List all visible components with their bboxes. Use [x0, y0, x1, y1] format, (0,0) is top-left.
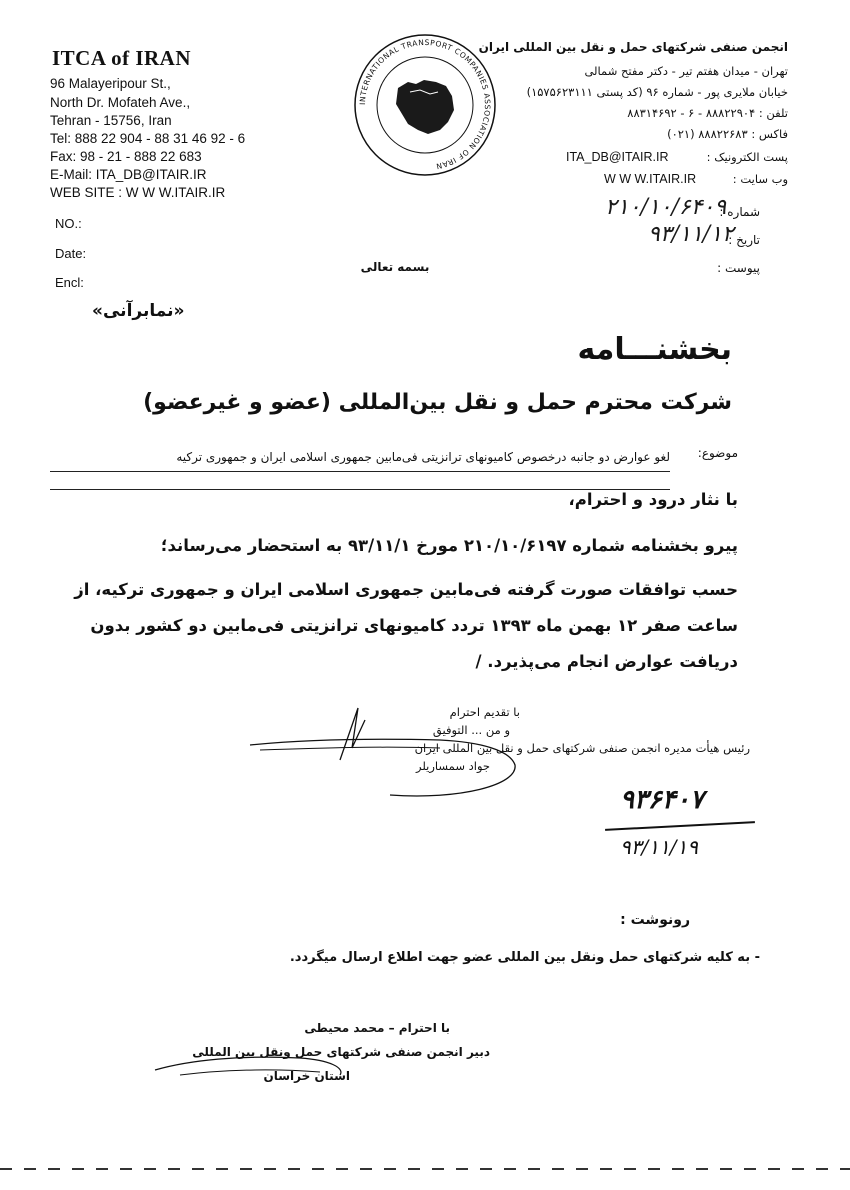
- cc-text: - به کلیه شرکتهای حمل ونقل بین المللی عضو جهت اطلاع ارسال میگردد.: [289, 950, 760, 965]
- encl-label-fa: پیوست :: [717, 261, 760, 275]
- phone-fa: تلفن : ۸۸۸۲۲۹۰۴ - ۶ - ۸۸۳۱۴۶۹۲: [627, 106, 788, 120]
- date-label-fa: تاریخ :: [728, 233, 760, 247]
- letter-date: ۹۳/۱۱/۱۲: [648, 222, 734, 247]
- letter-number: ۲۱۰/۱۰/۶۴۰۹: [605, 195, 727, 220]
- encl-label: Encl:: [55, 275, 84, 290]
- subject-line: [50, 474, 670, 490]
- greeting: با نثار درود و احترام،: [568, 490, 738, 509]
- closing-line: با احترام – محمد محیطی: [304, 1021, 450, 1035]
- phone-en: Tel: 888 22 904 - 88 31 46 92 - 6: [50, 131, 246, 146]
- signatory-name: جواد سمساریلر: [416, 759, 490, 773]
- body-line: پیرو بخشنامه شماره ۲۱۰/۱۰/۶۱۹۷ مورخ ۹۳/۱۱/۱ به استحضار می‌رساند؛: [160, 536, 738, 555]
- signature-block: [140, 703, 750, 775]
- seal-ring-text: INTERNATIONAL TRANSPORT COMPANIES ASSOCIATION OF IRAN: [357, 37, 493, 172]
- fax-fa: فاکس : ۸۸۸۲۲۶۸۳ (۰۲۱): [667, 127, 788, 141]
- org-name-en: ITCA of IRAN: [52, 46, 192, 70]
- address-line-en: North Dr. Mofateh Ave.,: [50, 95, 191, 110]
- closing-title: دبیر انجمن صنفی شرکتهای حمل ونقل بین المللی: [192, 1045, 490, 1059]
- fax-note: «نمابرآنی»: [92, 301, 185, 321]
- email-en: E-Mail: ITA_DB@ITAIR.IR: [50, 167, 207, 182]
- website-fa: W W W.ITAIR.IR: [604, 172, 697, 186]
- document-title: بخشنـــامه: [577, 332, 732, 367]
- signature-title: رئیس هیأت مدیره انجمن صنفی شرکتهای حمل و نقل بین المللی ایران: [414, 741, 750, 755]
- closing-block: [170, 1016, 490, 1088]
- org-name-fa: انجمن صنفی شرکتهای حمل و نقل بین المللی ایران: [478, 40, 788, 54]
- website-label-fa: وب سایت :: [732, 172, 788, 186]
- email-fa: ITA_DB@ITAIR.IR: [566, 150, 669, 164]
- subject-line: لغو عوارض دو جانبه درخصوص کامیونهای ترانزیتی فی‌مابین جمهوری اسلامی ایران و جمهوری ترکیه: [50, 444, 670, 472]
- signature-line: با تقدیم احترام: [449, 705, 520, 719]
- date-label: Date:: [55, 246, 87, 261]
- body-line: ساعت صفر ۱۲ بهمن ماه ۱۳۹۳ تردد کامیونهای ترانزیتی فی‌مابین دو کشور بدون: [90, 616, 738, 635]
- signature-line: و من ... التوفیق: [432, 723, 510, 737]
- basmala: بسمه تعالی: [360, 260, 430, 274]
- subject-text: [50, 444, 670, 492]
- email-label-fa: پست الکترونیک :: [706, 150, 788, 164]
- body-line: حسب توافقات صورت گرفته فی‌مابین جمهوری اسلامی ایران و جمهوری ترکیه، از: [74, 580, 738, 599]
- fax-en: Fax: 98 - 21 - 888 22 683: [50, 149, 202, 164]
- footer-dashed-rule: [0, 1168, 850, 1170]
- cc-label: رونوشت :: [620, 912, 690, 928]
- subject-label: موضوع:: [697, 446, 738, 460]
- website-en: WEB SITE : W W W.ITAIR.IR: [50, 185, 226, 200]
- handwritten-ref-number: ۹۳۶۴۰۷: [620, 785, 704, 815]
- closing-province: استان خراسان: [263, 1069, 350, 1083]
- address-fa: تهران - میدان هفتم تیر - دکتر مفتح شمالی: [584, 64, 788, 78]
- body-line: دریافت عوارض انجام می‌پذیرد. /: [475, 652, 738, 671]
- address-line-en: Tehran - 15756, Iran: [50, 113, 172, 128]
- number-label-fa: شماره :: [719, 205, 760, 219]
- addressee: شرکت محترم حمل و نقل بین‌المللی (عضو و غیرعضو): [143, 390, 732, 415]
- address-fa: خیابان ملایری پور - شماره ۹۶ (کد پستی ۱۵۷۵۶۲۳۱۱۱): [526, 85, 788, 99]
- address-line-en: 96 Malayeripour St.,: [50, 76, 171, 91]
- handwritten-ref-date: ۹۳/۱۱/۱۹: [620, 835, 698, 859]
- ref-underline: [605, 821, 755, 831]
- iran-map-seal-icon: [350, 30, 500, 180]
- no-label: NO.:: [55, 216, 82, 231]
